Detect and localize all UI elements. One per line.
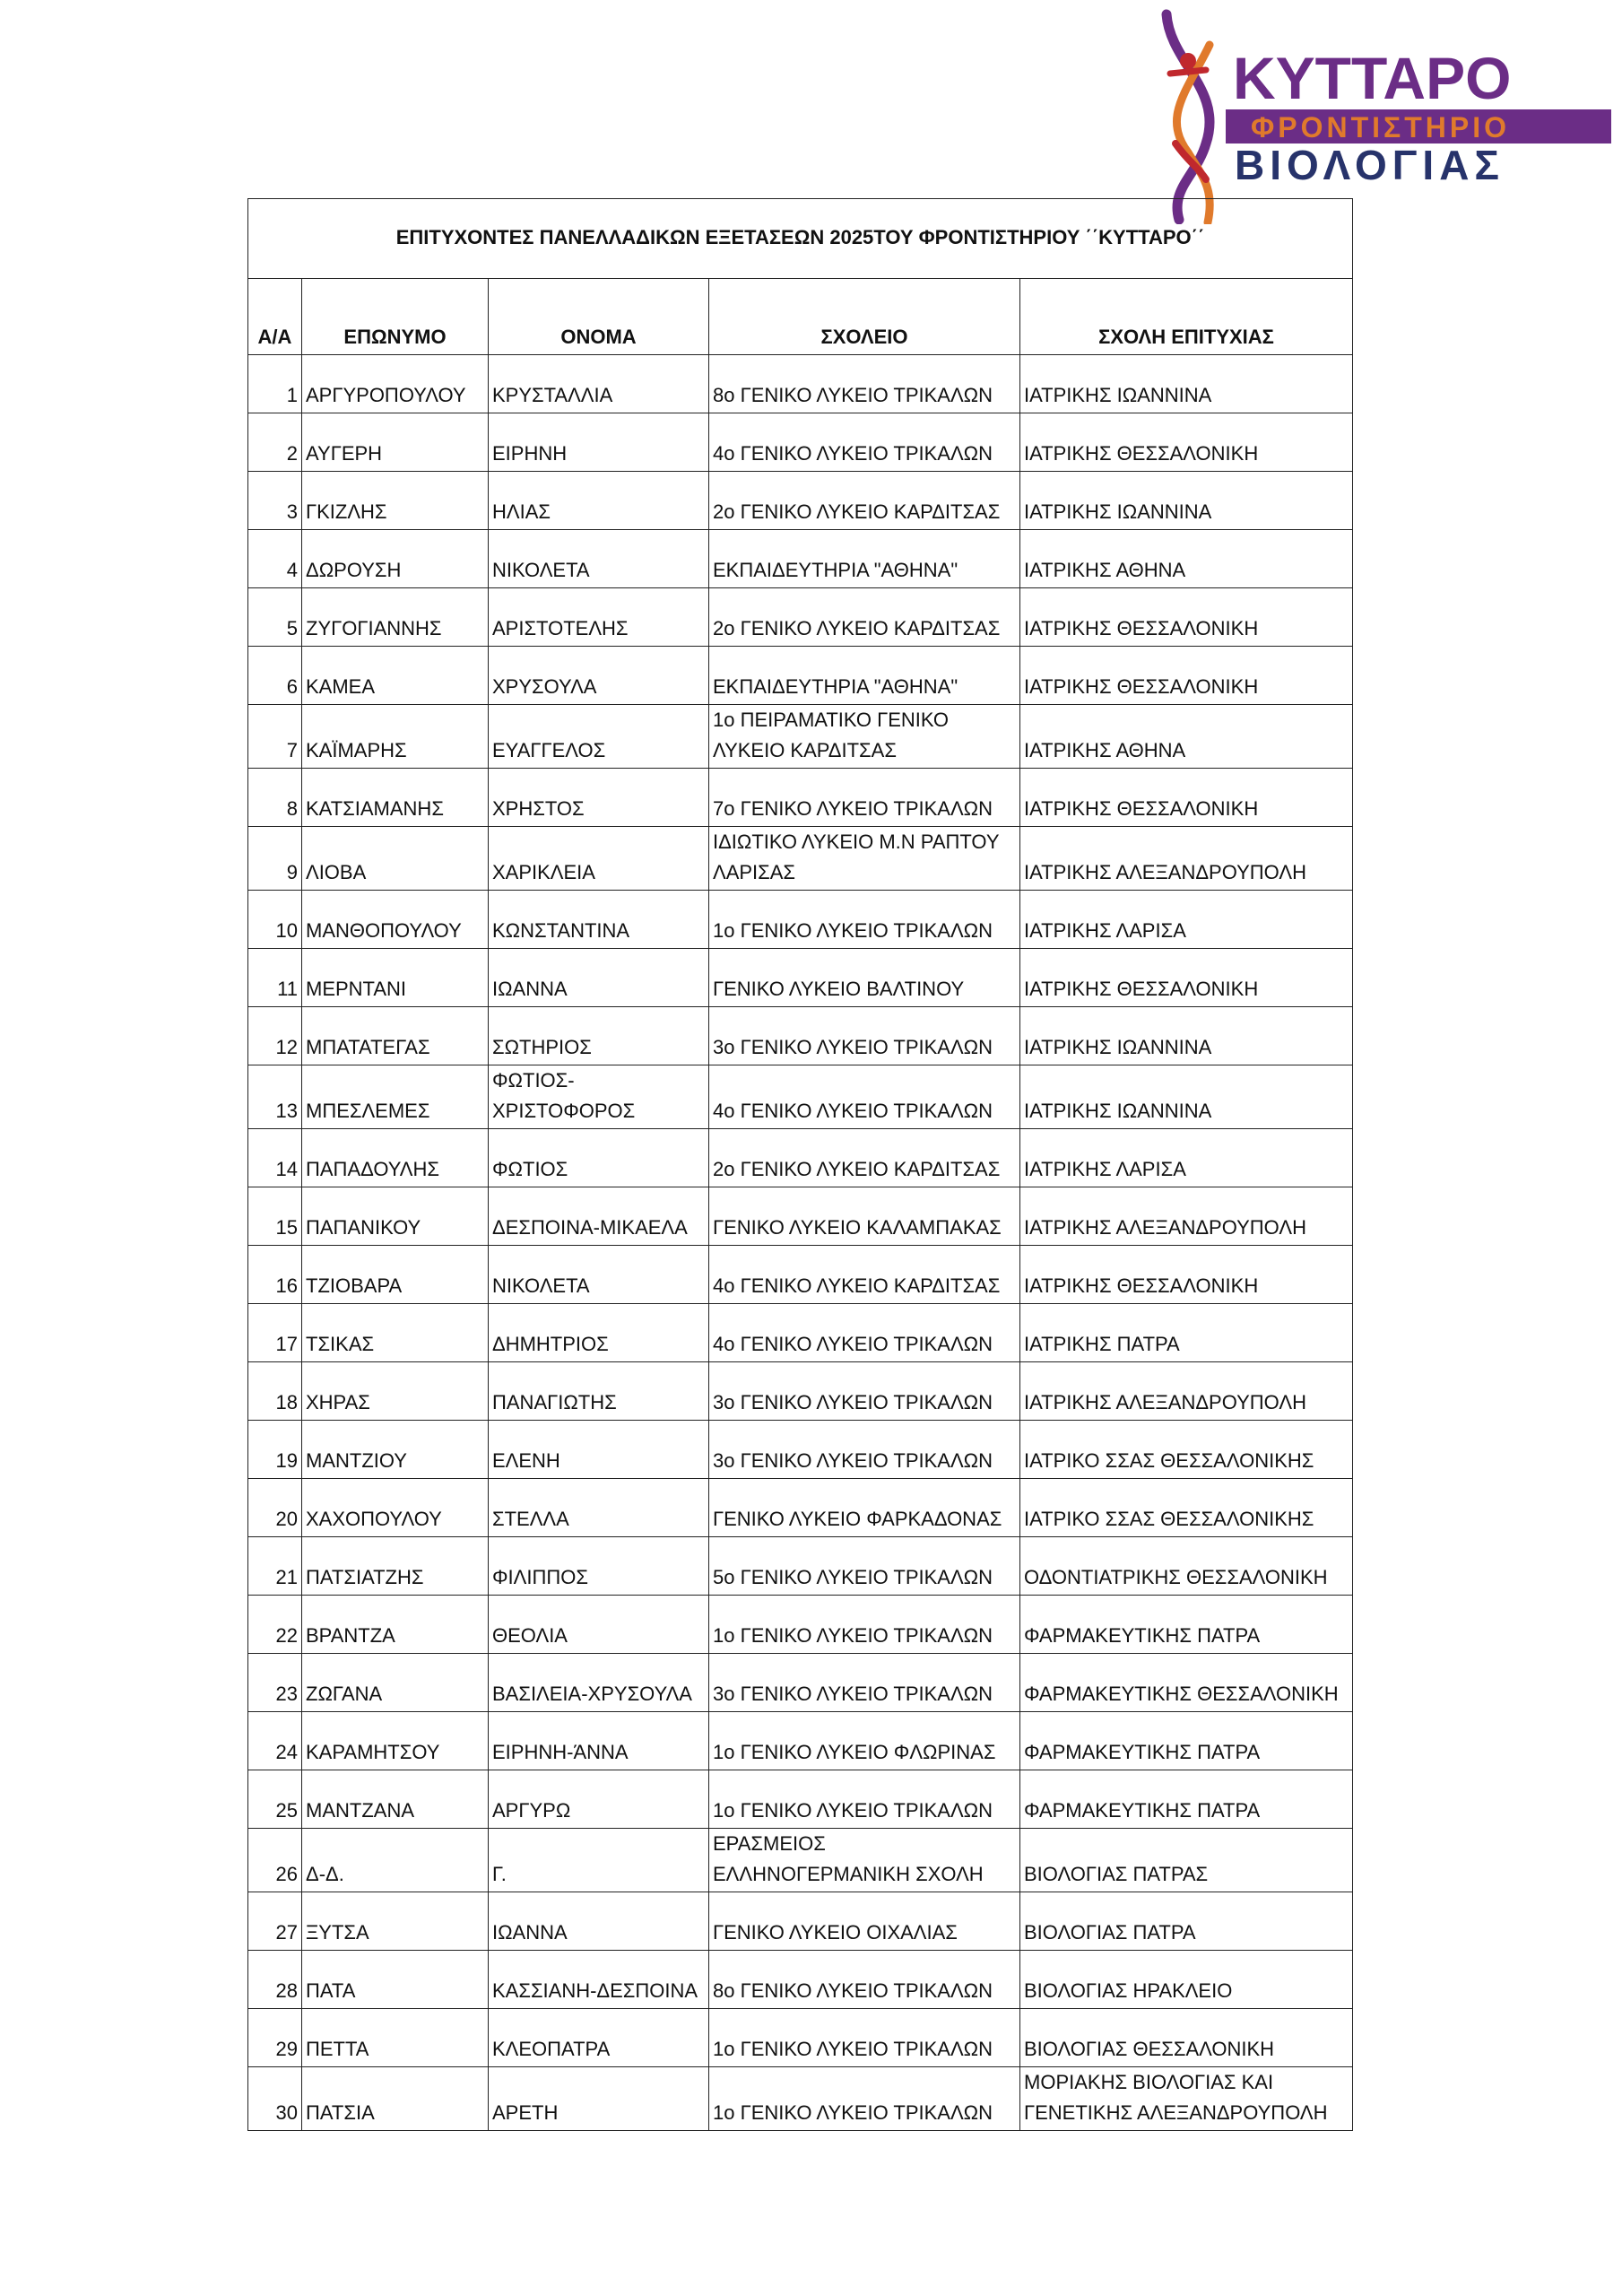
cell-aa: 3 — [248, 472, 302, 530]
header-name: ΟΝΟΜΑ — [489, 279, 709, 355]
cell-aa: 14 — [248, 1129, 302, 1187]
cell-aa: 5 — [248, 588, 302, 647]
results-table — [247, 198, 1353, 2131]
cell-faculty: ΦΑΡΜΑΚΕΥΤΙΚΗΣ ΠΑΤΡΑ — [1020, 1770, 1353, 1829]
cell-school: 3ο ΓΕΝΙΚΟ ΛΥΚΕΙΟ ΤΡΙΚΑΛΩΝ — [709, 1362, 1020, 1421]
cell-name: ΠΑΝΑΓΙΩΤΗΣ — [489, 1362, 709, 1421]
cell-surname: ΤΖΙΟΒΑΡΑ — [302, 1246, 489, 1304]
cell-surname: ΠΑΠΑΔΟΥΛΗΣ — [302, 1129, 489, 1187]
cell-name: ΣΤΕΛΛΑ — [489, 1479, 709, 1537]
cell-surname: ΖΩΓΑΝΑ — [302, 1654, 489, 1712]
cell-name: ΚΡΥΣΤΑΛΛΙΑ — [489, 355, 709, 413]
cell-aa: 9 — [248, 827, 302, 891]
cell-faculty: ΙΑΤΡΙΚΗΣ ΙΩΑΝΝΙΝΑ — [1020, 355, 1353, 413]
cell-school: 4ο ΓΕΝΙΚΟ ΛΥΚΕΙΟ ΚΑΡΔΙΤΣΑΣ — [709, 1246, 1020, 1304]
cell-faculty: ΙΑΤΡΙΚΗΣ ΘΕΣΣΑΛΟΝΙΚΗ — [1020, 949, 1353, 1007]
cell-faculty: ΦΑΡΜΑΚΕΥΤΙΚΗΣ ΠΑΤΡΑ — [1020, 1712, 1353, 1770]
cell-faculty: ΙΑΤΡΙΚΗΣ ΘΕΣΣΑΛΟΝΙΚΗ — [1020, 413, 1353, 472]
cell-faculty: ΙΑΤΡΙΚΗΣ ΘΕΣΣΑΛΟΝΙΚΗ — [1020, 647, 1353, 705]
cell-aa: 8 — [248, 769, 302, 827]
cell-school: ΕΡΑΣΜΕΙΟΣ ΕΛΛΗΝΟΓΕΡΜΑΝΙΚΗ ΣΧΟΛΗ — [709, 1829, 1020, 1892]
cell-name: ΧΡΗΣΤΟΣ — [489, 769, 709, 827]
header-row — [248, 279, 1353, 355]
cell-aa: 21 — [248, 1537, 302, 1596]
cell-school: ΕΚΠΑΙΔΕΥΤΗΡΙΑ "ΑΘΗΝΑ" — [709, 530, 1020, 588]
cell-aa: 22 — [248, 1596, 302, 1654]
cell-aa: 11 — [248, 949, 302, 1007]
cell-surname: ΚΑΪΜΑΡΗΣ — [302, 705, 489, 769]
cell-surname: ΤΣΙΚΑΣ — [302, 1304, 489, 1362]
cell-name: ΗΛΙΑΣ — [489, 472, 709, 530]
cell-aa: 25 — [248, 1770, 302, 1829]
table-row — [248, 1770, 1353, 1829]
cell-school: 1ο ΓΕΝΙΚΟ ΛΥΚΕΙΟ ΤΡΙΚΑΛΩΝ — [709, 1770, 1020, 1829]
table-row — [248, 1892, 1353, 1951]
table-row — [248, 949, 1353, 1007]
cell-surname: ΚΑΜΕΑ — [302, 647, 489, 705]
header-school: ΣΧΟΛΕΙΟ — [709, 279, 1020, 355]
cell-school: ΓΕΝΙΚΟ ΛΥΚΕΙΟ ΚΑΛΑΜΠΑΚΑΣ — [709, 1187, 1020, 1246]
cell-faculty: ΙΑΤΡΙΚΟ ΣΣΑΣ ΘΕΣΣΑΛΟΝΙΚΗΣ — [1020, 1479, 1353, 1537]
cell-faculty: ΒΙΟΛΟΓΙΑΣ ΗΡΑΚΛΕΙΟ — [1020, 1951, 1353, 2009]
cell-surname: ΧΗΡΑΣ — [302, 1362, 489, 1421]
cell-faculty: ΙΑΤΡΙΚΗΣ ΘΕΣΣΑΛΟΝΙΚΗ — [1020, 1246, 1353, 1304]
cell-school: 1ο ΠΕΙΡΑΜΑΤΙΚΟ ΓΕΝΙΚΟ ΛΥΚΕΙΟ ΚΑΡΔΙΤΣΑΣ — [709, 705, 1020, 769]
table-row — [248, 1129, 1353, 1187]
cell-surname: ΠΑΤΣΙΑΤΖΗΣ — [302, 1537, 489, 1596]
cell-name: ΘΕΟΛΙΑ — [489, 1596, 709, 1654]
cell-aa: 17 — [248, 1304, 302, 1362]
cell-name: ΧΑΡΙΚΛΕΙΑ — [489, 827, 709, 891]
cell-name: ΚΩΝΣΤΑΝΤΙΝΑ — [489, 891, 709, 949]
table-row — [248, 1304, 1353, 1362]
cell-faculty: ΟΔΟΝΤΙΑΤΡΙΚΗΣ ΘΕΣΣΑΛΟΝΙΚΗ — [1020, 1537, 1353, 1596]
cell-aa: 28 — [248, 1951, 302, 2009]
cell-school: 4ο ΓΕΝΙΚΟ ΛΥΚΕΙΟ ΤΡΙΚΑΛΩΝ — [709, 1304, 1020, 1362]
cell-school: 1ο ΓΕΝΙΚΟ ΛΥΚΕΙΟ ΤΡΙΚΑΛΩΝ — [709, 2009, 1020, 2067]
cell-name: ΑΡΓΥΡΩ — [489, 1770, 709, 1829]
cell-surname: Δ-Δ. — [302, 1829, 489, 1892]
cell-faculty: ΙΑΤΡΙΚΟ ΣΣΑΣ ΘΕΣΣΑΛΟΝΙΚΗΣ — [1020, 1421, 1353, 1479]
cell-school: 8ο ΓΕΝΙΚΟ ΛΥΚΕΙΟ ΤΡΙΚΑΛΩΝ — [709, 1951, 1020, 2009]
cell-faculty: ΙΑΤΡΙΚΗΣ ΑΘΗΝΑ — [1020, 705, 1353, 769]
cell-name: Γ. — [489, 1829, 709, 1892]
table-row — [248, 769, 1353, 827]
cell-aa: 10 — [248, 891, 302, 949]
cell-name: ΑΡΙΣΤΟΤΕΛΗΣ — [489, 588, 709, 647]
cell-aa: 26 — [248, 1829, 302, 1892]
cell-name: ΔΗΜΗΤΡΙΟΣ — [489, 1304, 709, 1362]
cell-faculty: ΦΑΡΜΑΚΕΥΤΙΚΗΣ ΘΕΣΣΑΛΟΝΙΚΗ — [1020, 1654, 1353, 1712]
cell-faculty: ΙΑΤΡΙΚΗΣ ΘΕΣΣΑΛΟΝΙΚΗ — [1020, 769, 1353, 827]
cell-school: 2ο ΓΕΝΙΚΟ ΛΥΚΕΙΟ ΚΑΡΔΙΤΣΑΣ — [709, 1129, 1020, 1187]
cell-surname: ΛΙΟΒΑ — [302, 827, 489, 891]
table-row — [248, 1596, 1353, 1654]
cell-school: 1ο ΓΕΝΙΚΟ ΛΥΚΕΙΟ ΤΡΙΚΑΛΩΝ — [709, 891, 1020, 949]
cell-faculty: ΙΑΤΡΙΚΗΣ ΛΑΡΙΣΑ — [1020, 1129, 1353, 1187]
cell-faculty: ΙΑΤΡΙΚΗΣ ΑΘΗΝΑ — [1020, 530, 1353, 588]
cell-aa: 1 — [248, 355, 302, 413]
cell-name: ΦΩΤΙΟΣ-ΧΡΙΣΤΟΦΟΡΟΣ — [489, 1065, 709, 1129]
table-row — [248, 413, 1353, 472]
cell-name: ΣΩΤΗΡΙΟΣ — [489, 1007, 709, 1065]
cell-aa: 4 — [248, 530, 302, 588]
cell-aa: 19 — [248, 1421, 302, 1479]
cell-name: ΚΛΕΟΠΑΤΡΑ — [489, 2009, 709, 2067]
table-row — [248, 530, 1353, 588]
cell-surname: ΠΑΤΣΙΑ — [302, 2067, 489, 2131]
logo-line3: ΒΙΟΛΟΓΙΑΣ — [1235, 142, 1505, 188]
title-row — [248, 199, 1353, 279]
cell-school: 3ο ΓΕΝΙΚΟ ΛΥΚΕΙΟ ΤΡΙΚΑΛΩΝ — [709, 1421, 1020, 1479]
cell-surname: ΜΑΝΤΖΑΝΑ — [302, 1770, 489, 1829]
cell-surname: ΒΡΑΝΤΖΑ — [302, 1596, 489, 1654]
cell-school: 2ο ΓΕΝΙΚΟ ΛΥΚΕΙΟ ΚΑΡΔΙΤΣΑΣ — [709, 472, 1020, 530]
cell-name: ΕΙΡΗΝΗ-ΆΝΝΑ — [489, 1712, 709, 1770]
dna-logo-icon — [1152, 9, 1618, 224]
header-aa: Α/Α — [248, 279, 302, 355]
cell-name: ΕΛΕΝΗ — [489, 1421, 709, 1479]
cell-surname: ΖΥΓΟΓΙΑΝΝΗΣ — [302, 588, 489, 647]
cell-faculty: ΙΑΤΡΙΚΗΣ ΑΛΕΞΑΝΔΡΟΥΠΟΛΗ — [1020, 827, 1353, 891]
cell-school: 5ο ΓΕΝΙΚΟ ΛΥΚΕΙΟ ΤΡΙΚΑΛΩΝ — [709, 1537, 1020, 1596]
cell-name: ΒΑΣΙΛΕΙΑ-ΧΡΥΣΟΥΛΑ — [489, 1654, 709, 1712]
table-row — [248, 1246, 1353, 1304]
cell-aa: 20 — [248, 1479, 302, 1537]
cell-name: ΦΩΤΙΟΣ — [489, 1129, 709, 1187]
cell-faculty: ΙΑΤΡΙΚΗΣ ΑΛΕΞΑΝΔΡΟΥΠΟΛΗ — [1020, 1362, 1353, 1421]
cell-surname: ΔΩΡΟΥΣΗ — [302, 530, 489, 588]
cell-aa: 30 — [248, 2067, 302, 2131]
cell-aa: 13 — [248, 1065, 302, 1129]
cell-school: 2ο ΓΕΝΙΚΟ ΛΥΚΕΙΟ ΚΑΡΔΙΤΣΑΣ — [709, 588, 1020, 647]
cell-surname: ΠΕΤΤΑ — [302, 2009, 489, 2067]
results-table-container — [247, 198, 1352, 2131]
table-row — [248, 1951, 1353, 2009]
cell-aa: 12 — [248, 1007, 302, 1065]
cell-faculty: ΙΑΤΡΙΚΗΣ ΙΩΑΝΝΙΝΑ — [1020, 1007, 1353, 1065]
cell-surname: ΜΑΝΤΖΙΟΥ — [302, 1421, 489, 1479]
cell-school: 1ο ΓΕΝΙΚΟ ΛΥΚΕΙΟ ΤΡΙΚΑΛΩΝ — [709, 2067, 1020, 2131]
table-row — [248, 588, 1353, 647]
cell-aa: 6 — [248, 647, 302, 705]
table-row — [248, 1065, 1353, 1129]
header-faculty: ΣΧΟΛΗ ΕΠΙΤΥΧΙΑΣ — [1020, 279, 1353, 355]
cell-aa: 7 — [248, 705, 302, 769]
table-row — [248, 2067, 1353, 2131]
cell-school: 4ο ΓΕΝΙΚΟ ΛΥΚΕΙΟ ΤΡΙΚΑΛΩΝ — [709, 1065, 1020, 1129]
cell-school: ΓΕΝΙΚΟ ΛΥΚΕΙΟ ΟΙΧΑΛΙΑΣ — [709, 1892, 1020, 1951]
table-row — [248, 891, 1353, 949]
document-title: ΕΠΙΤΥΧΟΝΤΕΣ ΠΑΝΕΛΛΑΔΙΚΩΝ ΕΞΕΤΑΣΕΩΝ 2025ΤΟΥ ΦΡΟΝΤΙΣΤΗΡΙΟΥ ΄΄ΚΥΤΤΑΡΟ΄΄ — [248, 199, 1353, 279]
logo-line2: ΦΡΟΝΤΙΣΤΗΡΙΟ — [1251, 111, 1511, 144]
table-row — [248, 1421, 1353, 1479]
cell-faculty: ΙΑΤΡΙΚΗΣ ΙΩΑΝΝΙΝΑ — [1020, 472, 1353, 530]
cell-aa: 24 — [248, 1712, 302, 1770]
cell-aa: 29 — [248, 2009, 302, 2067]
table-row — [248, 1479, 1353, 1537]
cell-name: ΙΩΑΝΝΑ — [489, 949, 709, 1007]
cell-faculty: ΙΑΤΡΙΚΗΣ ΠΑΤΡΑ — [1020, 1304, 1353, 1362]
cell-surname: ΠΑΤΑ — [302, 1951, 489, 2009]
cell-name: ΝΙΚΟΛΕΤΑ — [489, 530, 709, 588]
cell-faculty: ΒΙΟΛΟΓΙΑΣ ΘΕΣΣΑΛΟΝΙΚΗ — [1020, 2009, 1353, 2067]
cell-surname: ΑΡΓΥΡΟΠΟΥΛΟΥ — [302, 355, 489, 413]
cell-school: 3ο ΓΕΝΙΚΟ ΛΥΚΕΙΟ ΤΡΙΚΑΛΩΝ — [709, 1654, 1020, 1712]
cell-school: ΓΕΝΙΚΟ ΛΥΚΕΙΟ ΒΑΛΤΙΝΟΥ — [709, 949, 1020, 1007]
table-row — [248, 1829, 1353, 1892]
cell-aa: 16 — [248, 1246, 302, 1304]
cell-school: ΙΔΙΩΤΙΚΟ ΛΥΚΕΙΟ Μ.Ν ΡΑΠΤΟΥ ΛΑΡΙΣΑΣ — [709, 827, 1020, 891]
cell-aa: 27 — [248, 1892, 302, 1951]
cell-school: 4ο ΓΕΝΙΚΟ ΛΥΚΕΙΟ ΤΡΙΚΑΛΩΝ — [709, 413, 1020, 472]
table-row — [248, 1654, 1353, 1712]
cell-name: ΕΙΡΗΝΗ — [489, 413, 709, 472]
cell-surname: ΞΥΤΣΑ — [302, 1892, 489, 1951]
header-surname: ΕΠΩΝΥΜΟ — [302, 279, 489, 355]
cell-faculty: ΒΙΟΛΟΓΙΑΣ ΠΑΤΡΑΣ — [1020, 1829, 1353, 1892]
cell-school: 1ο ΓΕΝΙΚΟ ΛΥΚΕΙΟ ΦΛΩΡΙΝΑΣ — [709, 1712, 1020, 1770]
cell-school: 8ο ΓΕΝΙΚΟ ΛΥΚΕΙΟ ΤΡΙΚΑΛΩΝ — [709, 355, 1020, 413]
cell-surname: ΜΕΡΝΤΑΝΙ — [302, 949, 489, 1007]
cell-surname: ΧΑΧΟΠΟΥΛΟΥ — [302, 1479, 489, 1537]
table-row — [248, 1362, 1353, 1421]
cell-school: 1ο ΓΕΝΙΚΟ ΛΥΚΕΙΟ ΤΡΙΚΑΛΩΝ — [709, 1596, 1020, 1654]
cell-faculty: ΙΑΤΡΙΚΗΣ ΛΑΡΙΣΑ — [1020, 891, 1353, 949]
table-row — [248, 705, 1353, 769]
table-row — [248, 1712, 1353, 1770]
cell-surname: ΑΥΓΕΡΗ — [302, 413, 489, 472]
table-row — [248, 1007, 1353, 1065]
cell-school: ΕΚΠΑΙΔΕΥΤΗΡΙΑ "ΑΘΗΝΑ" — [709, 647, 1020, 705]
cell-school: ΓΕΝΙΚΟ ΛΥΚΕΙΟ ΦΑΡΚΑΔΟΝΑΣ — [709, 1479, 1020, 1537]
cell-faculty: ΙΑΤΡΙΚΗΣ ΙΩΑΝΝΙΝΑ — [1020, 1065, 1353, 1129]
cell-name: ΑΡΕΤΗ — [489, 2067, 709, 2131]
cell-surname: ΓΚΙΖΛΗΣ — [302, 472, 489, 530]
cell-name: ΚΑΣΣΙΑΝΗ-ΔΕΣΠΟΙΝΑ — [489, 1951, 709, 2009]
cell-faculty: ΙΑΤΡΙΚΗΣ ΘΕΣΣΑΛΟΝΙΚΗ — [1020, 588, 1353, 647]
cell-school: 7ο ΓΕΝΙΚΟ ΛΥΚΕΙΟ ΤΡΙΚΑΛΩΝ — [709, 769, 1020, 827]
cell-name: ΝΙΚΟΛΕΤΑ — [489, 1246, 709, 1304]
cell-faculty: ΦΑΡΜΑΚΕΥΤΙΚΗΣ ΠΑΤΡΑ — [1020, 1596, 1353, 1654]
cell-faculty: ΜΟΡΙΑΚΗΣ ΒΙΟΛΟΓΙΑΣ ΚΑΙ ΓΕΝΕΤΙΚΗΣ ΑΛΕΞΑΝΔΡΟΥΠΟΛΗ — [1020, 2067, 1353, 2131]
cell-name: ΔΕΣΠΟΙΝΑ-ΜΙΚΑΕΛΑ — [489, 1187, 709, 1246]
cell-name: ΙΩΑΝΝΑ — [489, 1892, 709, 1951]
logo-line1: ΚΥΤΤΑΡΟ — [1233, 45, 1512, 111]
cell-faculty: ΙΑΤΡΙΚΗΣ ΑΛΕΞΑΝΔΡΟΥΠΟΛΗ — [1020, 1187, 1353, 1246]
table-row — [248, 827, 1353, 891]
table-row — [248, 355, 1353, 413]
cell-name: ΦΙΛΙΠΠΟΣ — [489, 1537, 709, 1596]
table-row — [248, 1187, 1353, 1246]
cell-aa: 2 — [248, 413, 302, 472]
table-row — [248, 472, 1353, 530]
cell-aa: 15 — [248, 1187, 302, 1246]
cell-school: 3ο ΓΕΝΙΚΟ ΛΥΚΕΙΟ ΤΡΙΚΑΛΩΝ — [709, 1007, 1020, 1065]
cell-faculty: ΒΙΟΛΟΓΙΑΣ ΠΑΤΡΑ — [1020, 1892, 1353, 1951]
cell-surname: ΜΠΑΤΑΤΕΓΑΣ — [302, 1007, 489, 1065]
cell-surname: ΜΑΝΘΟΠΟΥΛΟΥ — [302, 891, 489, 949]
cell-surname: ΚΑΡΑΜΗΤΣΟΥ — [302, 1712, 489, 1770]
cell-surname: ΠΑΠΑΝΙΚΟΥ — [302, 1187, 489, 1246]
cell-surname: ΚΑΤΣΙΑΜΑΝΗΣ — [302, 769, 489, 827]
cell-aa: 23 — [248, 1654, 302, 1712]
table-row — [248, 1537, 1353, 1596]
cell-name: ΧΡΥΣΟΥΛΑ — [489, 647, 709, 705]
table-row — [248, 647, 1353, 705]
table-row — [248, 2009, 1353, 2067]
cell-name: ΕΥΑΓΓΕΛΟΣ — [489, 705, 709, 769]
cell-aa: 18 — [248, 1362, 302, 1421]
cell-surname: ΜΠΕΣΛΕΜΕΣ — [302, 1065, 489, 1129]
kyttaro-logo — [1152, 9, 1618, 224]
